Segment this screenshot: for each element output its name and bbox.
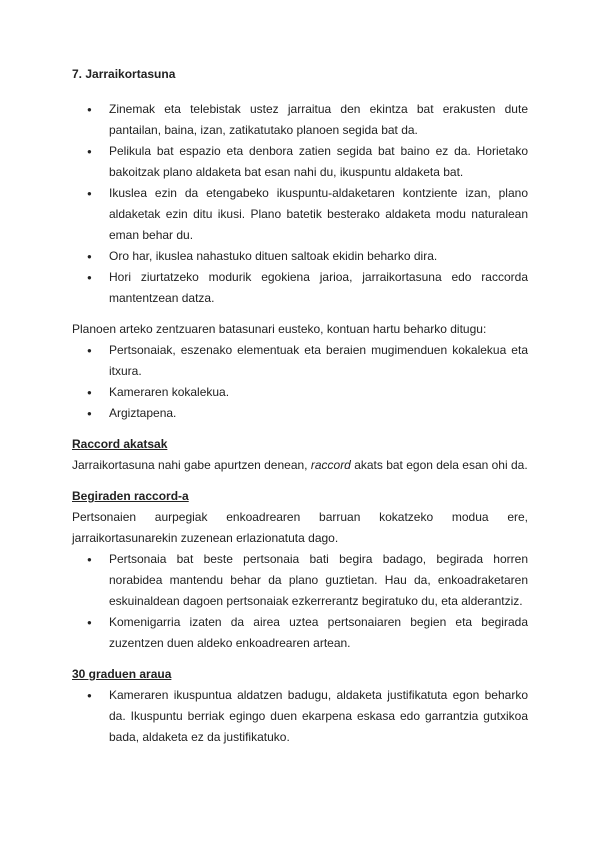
gaze-raccord-bullet-list: [72, 549, 528, 654]
list-item: ● Zinemak eta telebistak ustez jarraitua den ekintza bat erakusten dute pantailan, baina, izan, zatikatutako planoen segida bat da.: [72, 99, 528, 141]
italic-term: raccord: [310, 458, 351, 472]
raccord-errors-heading: Raccord akatsak: [72, 437, 168, 451]
gaze-raccord-heading: Begiraden raccord-a: [72, 489, 189, 503]
raccord-errors-text: [72, 455, 528, 476]
list-item: ● Kameraren kokalekua.: [72, 382, 528, 403]
text-part: Jarraikortasuna nahi gabe apurtzen denean,: [72, 458, 311, 472]
text-part: akats bat egon dela esan ohi da.: [350, 458, 528, 472]
list-item: ● Kameraren ikuspuntua aldatzen badugu, aldaketa justifikatuta egon beharko da. Ikuspuntu berriak egingo duen ekarpena eskasa edo garrantzia gutxikoa bada, aldaketa ez da justifikatuko.: [72, 685, 528, 748]
consider-bullet-list: [72, 340, 528, 424]
list-item: ● Pelikula bat espazio eta denbora zatien segida bat baino ez da. Horietako bakoitzak plano aldaketa bat esan nahi du, ikuspuntu aldaketa bat.: [72, 141, 528, 183]
rule-30-heading: 30 graduen araua: [72, 667, 172, 681]
list-item: ● Pertsonaiak, eszenako elementuak eta beraien mugimenduen kokalekua eta itxura.: [72, 340, 528, 382]
list-item: ● Oro har, ikuslea nahastuko dituen saltoak ekidin beharko dira.: [72, 246, 528, 267]
rule-30-bullet-list: [72, 685, 528, 748]
consider-intro: Planoen arteko zentzuaren batasunari eusteko, kontuan hartu beharko ditugu:: [72, 322, 487, 336]
list-item: ● Pertsonaia bat beste pertsonaia bati begira badago, begirada horren norabidea mantendu behar da plano guztietan. Hau da, enkoadraketaren eskuinaldean dagoen pertsonaiak ezkerrerantz begiratuko du, eta alderantziz.: [72, 549, 528, 612]
section-title: 7. Jarraikortasuna: [72, 67, 176, 81]
list-item: ● Hori ziurtatzeko modurik egokiena jarioa, jarraikortasuna edo raccorda mantentzean datza.: [72, 267, 528, 309]
list-item: ● Ikuslea ezin da etengabeko ikuspuntu-aldaketaren kontziente izan, plano aldaketak ezin ditu ikusi. Plano batetik besterako aldaketa modu naturalean eman behar du.: [72, 183, 528, 246]
intro-bullet-list: [72, 99, 528, 309]
list-item: ● Komenigarria izaten da airea uztea pertsonaiaren begien eta begirada zuzentzen duen aldeko enkoadrearen artean.: [72, 612, 528, 654]
gaze-raccord-intro: Pertsonaien aurpegiak enkoadrearen barruan kokatzeko modua ere, jarraikortasunarekin zuzenean erlazionatuta dago.: [72, 510, 528, 545]
list-item: ● Argiztapena.: [72, 403, 528, 424]
